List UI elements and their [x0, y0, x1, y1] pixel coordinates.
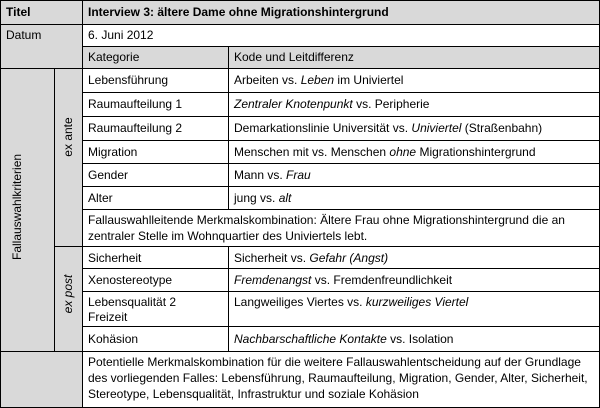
code-cell: Demarkationslinie Universität vs. Univiertel (Straßenbahn): [234, 121, 543, 135]
code-cell: Sicherheit vs. Gefahr (Angst): [234, 251, 389, 265]
category-cell: Gender: [88, 168, 129, 182]
category-cell: Kohäsion: [88, 332, 139, 346]
code-cell: Fremdenangst vs. Fremdenfreundlichkeit: [234, 273, 453, 287]
code-cell: Nachbarschaftliche Kontakte vs. Isolation: [234, 332, 454, 346]
category-cell: Migration: [88, 145, 138, 159]
ex-ante-label: ex ante: [61, 117, 75, 157]
code-cell: jung vs. alt: [234, 191, 292, 205]
category-cell: Lebensführung: [88, 73, 169, 87]
category-cell: Raumaufteilung 2: [88, 121, 183, 135]
title-value: Interview 3: ältere Dame ohne Migrationshintergrund: [88, 5, 389, 19]
category-cell: Sicherheit: [88, 251, 142, 265]
category-cell: Xenostereotype: [88, 273, 173, 287]
date-value: 6. Juni 2012: [88, 28, 154, 42]
category-cell: Raumaufteilung 1: [88, 97, 183, 111]
code-cell: Zentraler Knotenpunkt vs. Peripherie: [234, 97, 430, 111]
category-header: Kategorie: [88, 50, 140, 64]
title-label: Titel: [6, 5, 31, 19]
code-cell: Arbeiten vs. Leben im Univiertel: [234, 73, 404, 87]
code-cell: Langweiliges Viertes vs. kurzweiliges Viertel: [234, 295, 469, 309]
ex-post-label: ex post: [61, 274, 75, 314]
footer-text: Potentielle Merkmalskombination für die weitere Fallauswahlentscheidung auf der Grundlage des vorliegenden Falles: Lebensführung, Raumaufteilung, Migration, Gender, Alter, Sicherheit, Stereotype, Lebensqualität, Infrastruktur und soziale Kohäsion: [88, 355, 588, 401]
date-label: Datum: [6, 28, 42, 42]
category-cell: Lebensqualität 2: [88, 295, 177, 309]
category-cell: Alter: [88, 191, 113, 205]
code-cell: Mann vs. Frau: [234, 168, 311, 182]
code-cell: Menschen mit vs. Menschen ohne Migrationshintergrund: [234, 145, 536, 159]
code-header: Kode und Leitdifferenz: [234, 50, 354, 64]
ex-ante-summary: Fallauswahlleitende Merkmalskombination: Ältere Frau ohne Migrationshintergrund die an zentraler Stelle im Wohnquartier des Univiertels lebt.: [88, 213, 565, 243]
side-label: Fallauswahlkriterien: [10, 153, 24, 260]
category-cell-line2: Freizeit: [88, 310, 128, 324]
